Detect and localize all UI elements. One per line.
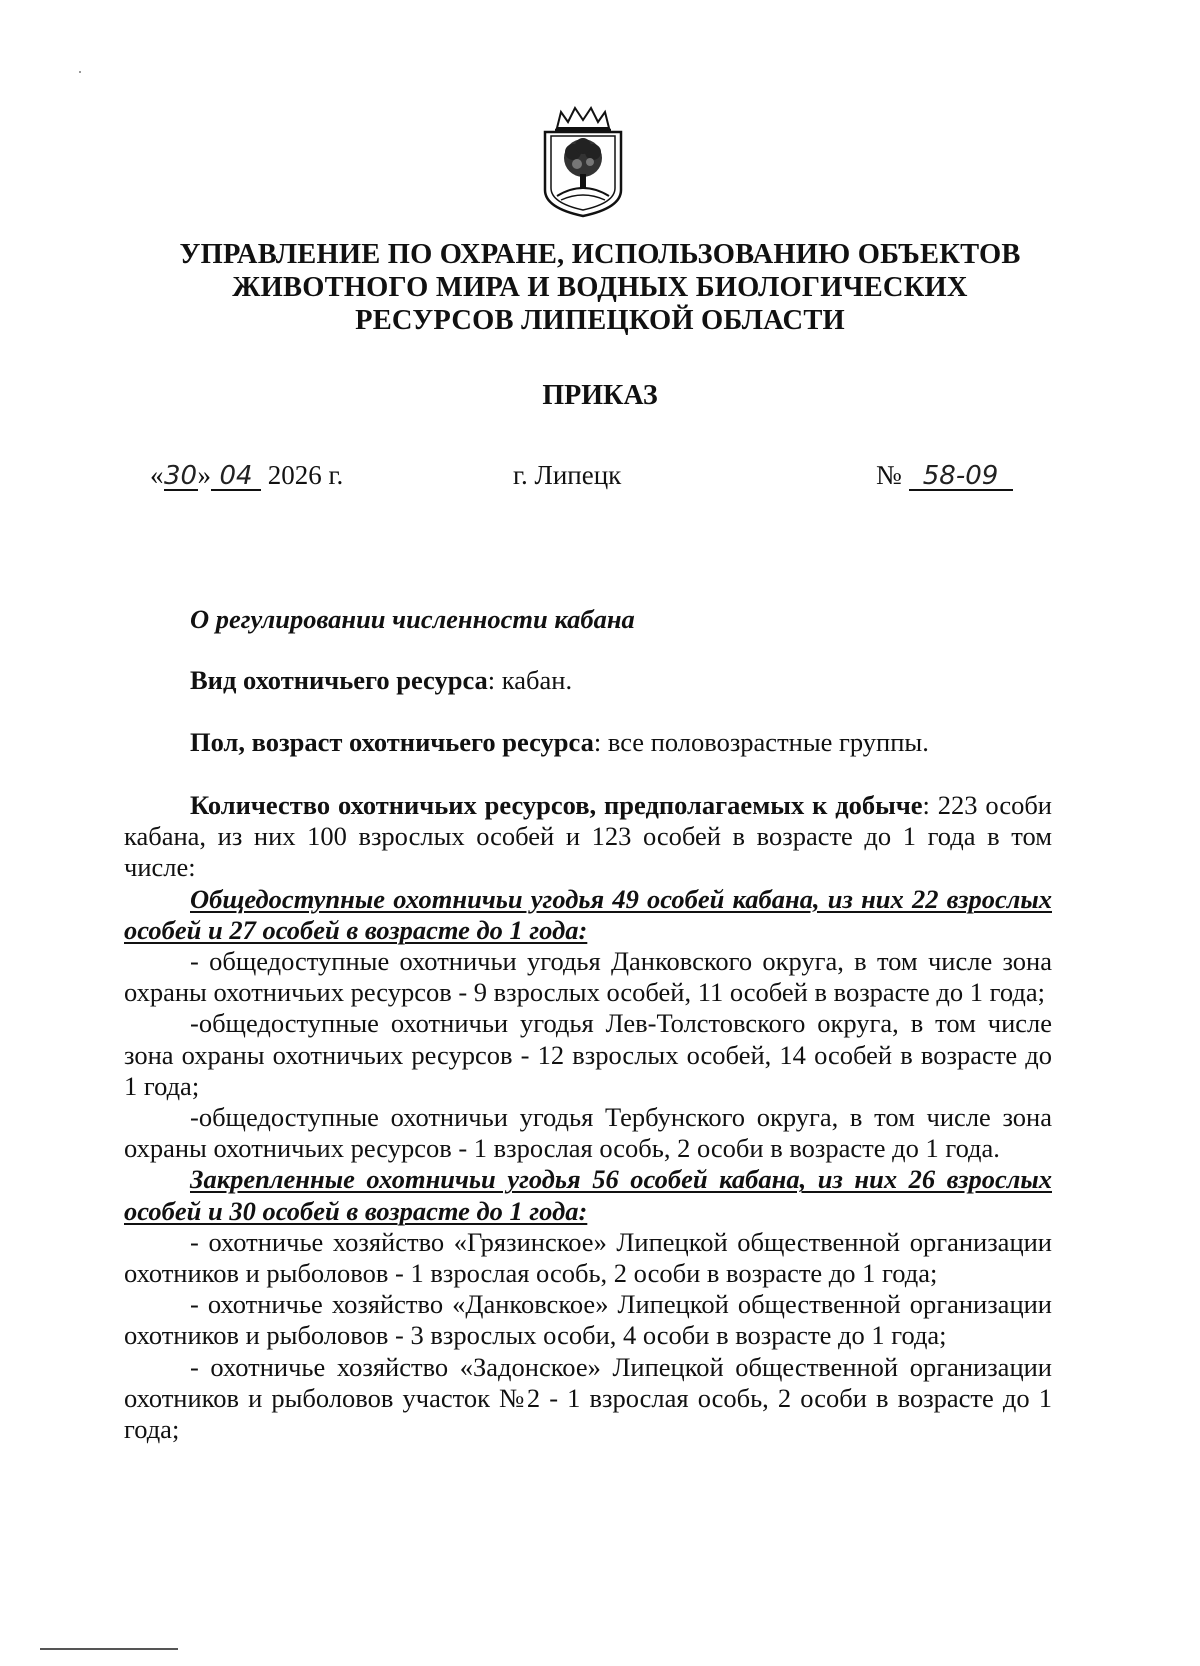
quantity-paragraph (124, 790, 1052, 884)
sex-age-field (190, 727, 929, 758)
organization-header (0, 238, 1200, 337)
handwritten-number: 58-09 (909, 463, 1013, 491)
species-field (190, 665, 572, 696)
public-lands-heading (124, 884, 1052, 946)
sex-age-value: : все половозрастные группы. (593, 727, 929, 757)
document-body (124, 790, 1052, 1445)
document-number (876, 460, 1013, 491)
organization-line-1: УПРАВЛЕНИЕ ПО ОХРАНЕ, ИСПОЛЬЗОВАНИЮ ОБЪЕКТОВ (179, 239, 1021, 270)
scan-artifact-dot (79, 71, 81, 73)
public-item-terbuny: -общедоступные охотничьи угодья Тербунского округа, в том числе зона охраны охотничьих ресурсов - 1 взрослая особь, 2 особи в возрасте до 1 года. (124, 1102, 1052, 1164)
quote-open: « (150, 460, 164, 490)
assigned-lands-heading-text: Закрепленные охотничьи угодья 56 особей кабана, из них 26 взрослых особей и 30 особей в возрасте до 1 года: (124, 1164, 1052, 1226)
assigned-item-zadonskoe: - охотничье хозяйство «Задонское» Липецкой общественной организации охотников и рыболовов участок №2 - 1 взрослая особь, 2 особи в возрасте до 1 года; (124, 1351, 1052, 1445)
quantity-text: : 223 особи кабана, из них 100 взрослых особей и 123 особей в возрасте до 1 года в том числе: (124, 790, 1052, 883)
number-sign: № (876, 460, 902, 490)
quantity-label: Количество охотничьих ресурсов, предполагаемых к добыче (190, 790, 923, 820)
document-city: г. Липецк (513, 460, 622, 490)
scan-artifact-line (40, 1648, 178, 1650)
quote-close: » (197, 460, 211, 490)
document-year: 2026 г. (267, 460, 344, 490)
handwritten-day: 30 (163, 461, 198, 491)
assigned-item-gryazinskoe: - охотничье хозяйство «Грязинское» Липецкой общественной организации охотников и рыболовов - 1 взрослая особь, 2 особи в возрасте до 1 года; (124, 1226, 1052, 1289)
species-value: : кабан. (487, 665, 573, 695)
species-label: Вид охотничьего ресурса (190, 665, 488, 695)
handwritten-month: 04 (211, 463, 261, 491)
document-date (150, 460, 343, 491)
assigned-lands-heading (124, 1164, 1052, 1226)
organization-line-3: РЕСУРСОВ ЛИПЕЦКОЙ ОБЛАСТИ (355, 305, 845, 336)
assigned-item-dankovskoe: - охотничье хозяйство «Данковское» Липецкой общественной организации охотников и рыболовов - 3 взрослых особи, 4 особи в возрасте до 1 года; (124, 1289, 1052, 1351)
public-item-dankov: - общедоступные охотничьи угодья Данковского округа, в том числе зона охраны охотничьих ресурсов - 9 взрослых особей, 11 особей в возрасте до 1 года; (124, 946, 1052, 1008)
organization-line-2: ЖИВОТНОГО МИРА И ВОДНЫХ БИОЛОГИЧЕСКИХ (232, 272, 968, 303)
public-item-lev-tolstoy: -общедоступные охотничьи угодья Лев-Толстовского округа, в том числе зона охраны охотничьих ресурсов - 12 взрослых особей, 14 особей в возрасте до 1 года; (124, 1008, 1052, 1101)
document-type-title: ПРИКАЗ (542, 380, 658, 411)
sex-age-label: Пол, возраст охотничьего ресурса (190, 727, 594, 757)
public-lands-heading-text: Общедоступные охотничьи угодья 49 особей кабана, из них 22 взрослых особей и 27 особей в возрасте до 1 года: (124, 883, 1052, 945)
lipetsk-coat-of-arms-icon (537, 106, 629, 218)
document-subject: О регулировании численности кабана (190, 604, 635, 634)
